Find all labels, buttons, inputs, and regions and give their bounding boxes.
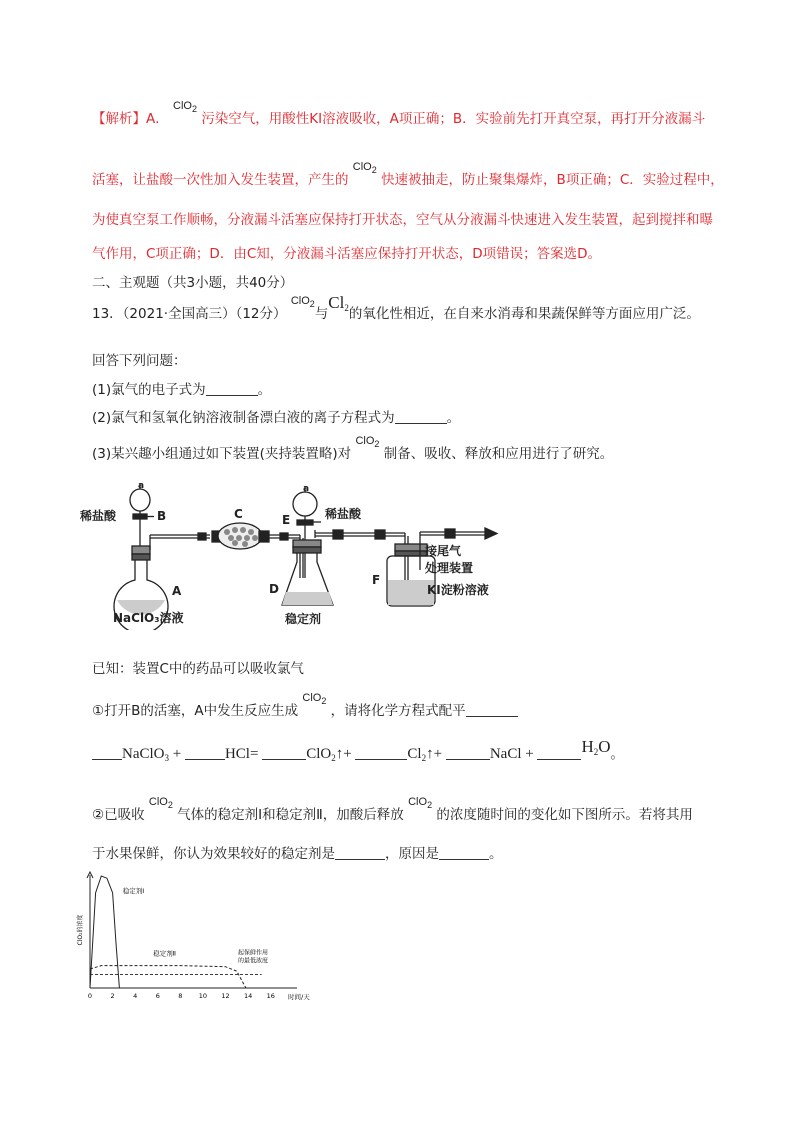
clo2-formula: ClO2: [302, 692, 327, 706]
x-tick-label: 6: [155, 992, 160, 1000]
analysis-text: 污染空气，用酸性KI溶液吸收，A项正确；B．实验前先打开真空泵，再打开分液漏斗: [201, 111, 706, 127]
clo2-formula: ClO2: [352, 161, 377, 175]
question-text: 的氧化性相近，在自来水消毒和果蔬保鲜等方面应用广泛。: [348, 306, 700, 322]
threshold-label: 的最低浓度: [237, 957, 268, 965]
coefficient-blank[interactable]: [537, 747, 581, 760]
label-f: F: [372, 573, 381, 587]
label-stabilizer: 稳定剂: [285, 612, 322, 626]
apparatus-diagram: [75, 480, 505, 630]
analysis-text: 活塞，让盐酸一次性加入发生装置，产生的: [92, 172, 349, 188]
label-naclo3: NaClO₃溶液: [113, 611, 184, 625]
cl2-formula: $Cl_2$: [328, 293, 349, 313]
label-a-top: a: [303, 484, 310, 494]
analysis-text: 快速被抽走，防止聚集爆炸，B项正确；C．实验过程中，: [381, 172, 724, 188]
x-tick-label: 2: [110, 992, 115, 1000]
answer-blank[interactable]: [395, 411, 447, 424]
x-tick-label: 14: [243, 992, 253, 1000]
chemical-equation: NaClO$_3$ + HCl= ClO$_2$↑+ $Cl_2↑+$ NaCl + $H_2O$。: [92, 744, 624, 767]
label-b: B: [157, 509, 167, 523]
x-tick-label: 8: [178, 992, 183, 1000]
coefficient-blank[interactable]: [262, 747, 306, 760]
x-tick-label: 4: [133, 992, 138, 1000]
answer-blank[interactable]: [466, 704, 518, 717]
coefficient-blank[interactable]: [185, 747, 225, 760]
label-ki: KI淀粉溶液: [427, 583, 489, 597]
clo2-formula: ClO2: [148, 796, 173, 810]
x-tick-label: 12: [221, 992, 230, 1000]
label-dilute-hcl: 稀盐酸: [325, 507, 362, 521]
x-tick-label: 10: [198, 992, 208, 1000]
label-d: D: [269, 582, 279, 596]
sub-question-3: (3)某兴趣小组通过如下装置(夹持装置略)对 $^{ClO_2}$ 制备、吸收、释放和应用进行了研究。: [92, 435, 614, 462]
label-dilute-hcl: 稀盐酸: [80, 509, 117, 523]
concentration-chart: [72, 870, 312, 1005]
label-c: C: [234, 507, 243, 521]
y-axis-label: ClO₂的浓度: [77, 914, 84, 946]
threshold-label: 起保鲜作用: [237, 949, 268, 957]
label-tail-gas: 处理装置: [425, 561, 474, 575]
clo2-formula: ClO2: [173, 100, 198, 114]
analysis-line-3: 为使真空泵工作顺畅，分液漏斗活塞应保持打开状态，空气从分液漏斗快速进入发生装置，起到搅拌和曝: [92, 212, 713, 228]
separatory-funnel-e: [293, 492, 317, 516]
series-line: [90, 966, 246, 988]
answer-blank[interactable]: [439, 847, 489, 860]
analysis-line-4: 气作用，C项正确；D．由C知，分液漏斗活塞应保持打开状态，D项错误；答案选D。: [92, 246, 602, 262]
x-tick-label: 16: [266, 992, 275, 1000]
sub-question-2: (2)氯气和氢氧化钠溶液制备漂白液的离子方程式为 。: [92, 410, 461, 426]
coefficient-blank[interactable]: [446, 747, 490, 760]
label-tail-gas: 接尾气: [425, 544, 462, 558]
clo2-formula: ClO2: [290, 295, 315, 309]
known-info: 已知：装置C中的药品可以吸收氯气: [92, 661, 304, 677]
coefficient-blank[interactable]: [92, 747, 122, 760]
series-label: 稳定剂Ⅰ: [122, 886, 145, 895]
conj: 与: [314, 306, 329, 322]
clo2-formula: ClO2: [355, 435, 380, 449]
analysis-label: 【解析】A．: [92, 111, 169, 127]
sub-question-1: (1)氯气的电子式为 。: [92, 382, 272, 398]
step-2: ②已吸收 $^{ClO_2}$ 气体的稳定剂Ⅰ和稳定剂Ⅱ，加酸后释放 $^{ClO_2}$ 的浓度随时间的变化如下图所示。若将其用: [92, 796, 693, 823]
label-e: E: [282, 513, 291, 527]
question-13-stem: [92, 293, 700, 327]
answer-prompt: 回答下列问题：: [92, 353, 187, 369]
x-tick-label: 0: [87, 992, 93, 1000]
analysis-line-1: [92, 100, 706, 132]
label-a-top: a: [138, 481, 145, 491]
step-2-cont: 于水果保鲜，你认为效果较好的稳定剂是 ，原因是 。: [92, 846, 503, 862]
answer-blank[interactable]: [335, 847, 385, 860]
clo2-formula: ClO2: [408, 796, 433, 810]
analysis-line-2: [92, 161, 724, 193]
question-number: 13．（2021·全国高三）（12分）: [92, 306, 287, 322]
section-heading: 二、主观题（共3小题，共40分）: [92, 275, 294, 291]
x-axis-label: 时间/天: [288, 993, 310, 1001]
series-label: 稳定剂Ⅱ: [153, 949, 176, 958]
label-a: A: [172, 584, 182, 598]
answer-blank[interactable]: [206, 383, 258, 396]
separatory-funnel-b: [130, 489, 150, 511]
series-line: [90, 876, 119, 988]
coefficient-blank[interactable]: [355, 747, 407, 760]
step-1: ①打开B的活塞，A中发生反应生成 $^{ClO_2}$ ，请将化学方程式配平: [92, 702, 518, 724]
